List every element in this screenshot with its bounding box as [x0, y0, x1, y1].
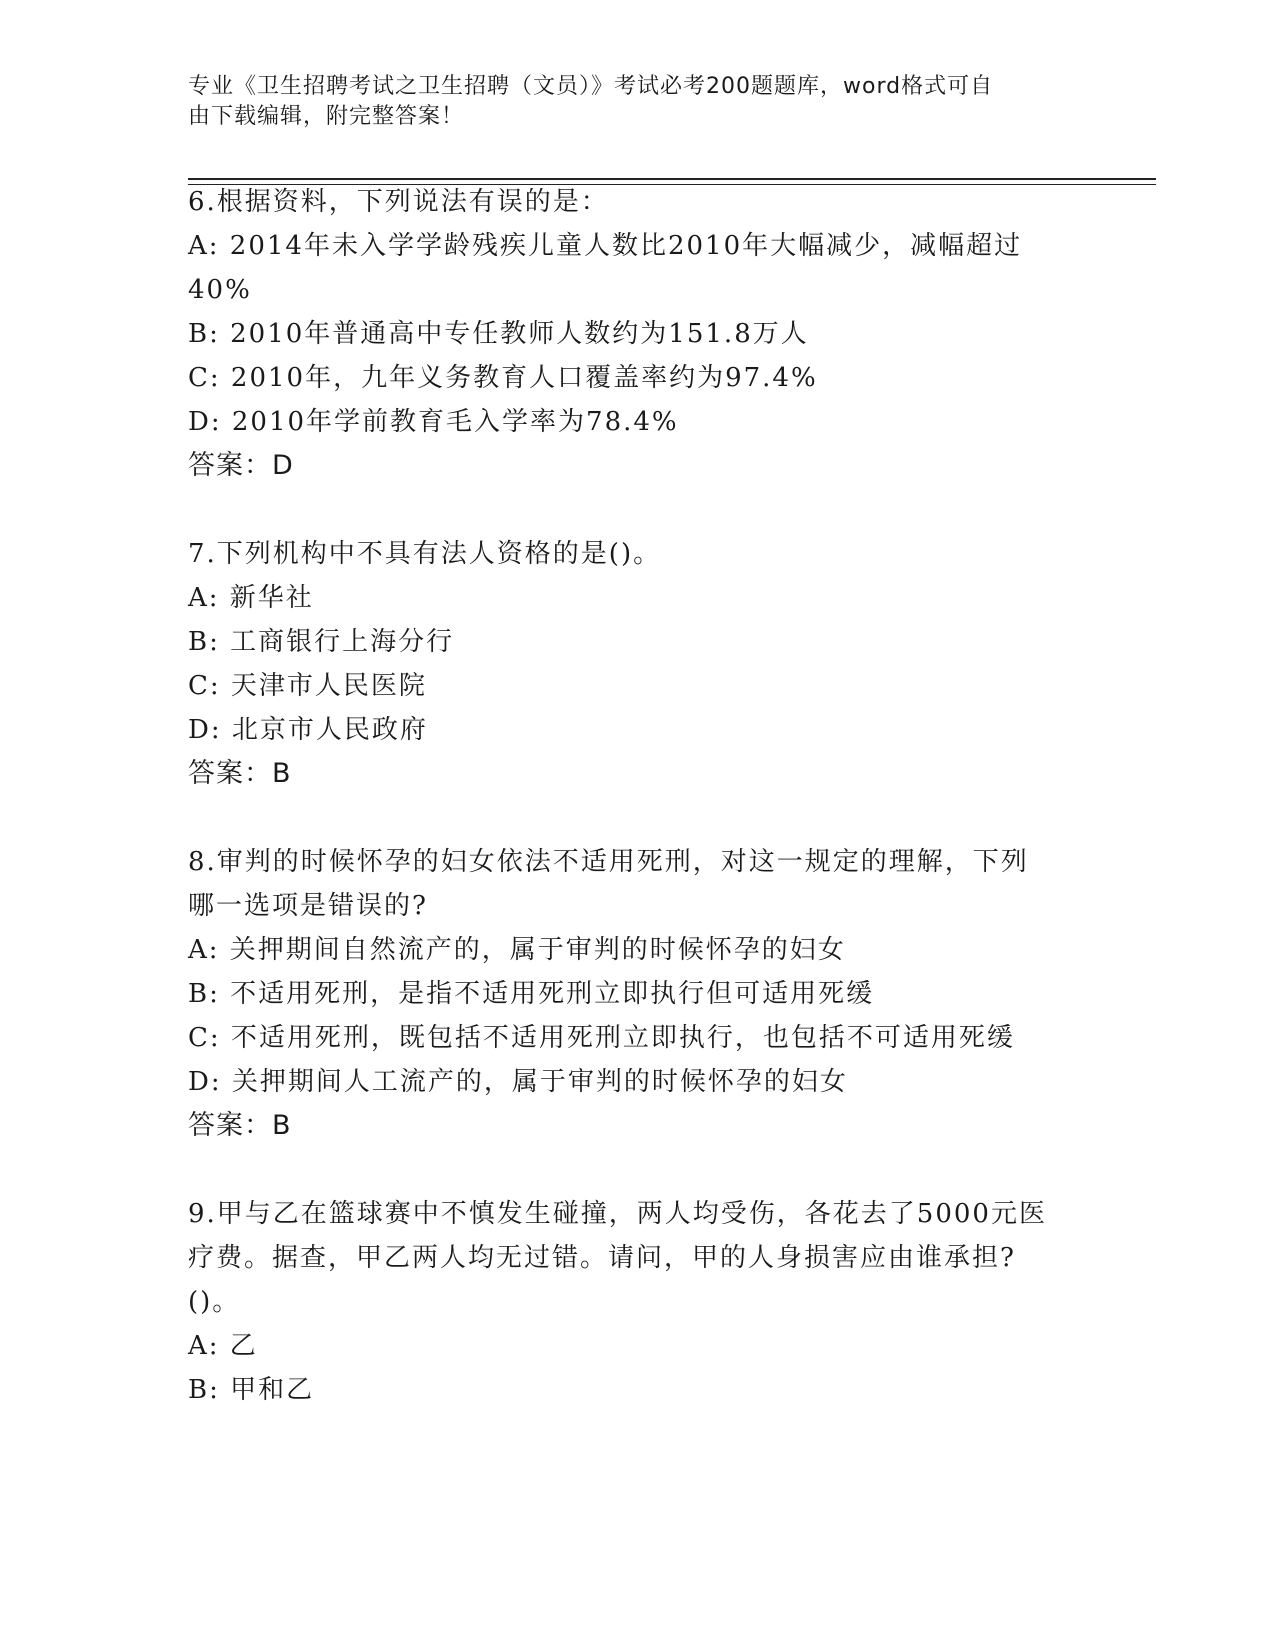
question-8-stem-cont: 哪一选项是错误的? — [188, 891, 428, 921]
question-7-answer: 答案：B — [188, 758, 292, 789]
question-6-stem: 6.根据资料，下列说法有误的是： — [188, 187, 609, 217]
question-7-option-a: A: 新华社 — [188, 583, 314, 613]
question-7-stem: 7.下列机构中不具有法人资格的是()。 — [188, 539, 662, 569]
header-line-1: 专业《卫生招聘考试之卫生招聘（文员）》考试必考200题题库，word格式可自 — [188, 74, 994, 99]
question-6-option-b: B: 2010年普通高中专任教师人数约为151.8万人 — [188, 319, 809, 349]
question-8-option-b: B: 不适用死刑，是指不适用死刑立即执行但可适用死缓 — [188, 979, 875, 1009]
question-6-option-c: C: 2010年，九年义务教育人口覆盖率约为97.4% — [188, 363, 818, 393]
question-9-stem: 9.甲与乙在篮球赛中不慎发生碰撞，两人均受伤，各花去了5000元医 — [188, 1199, 1047, 1229]
question-8-stem: 8.审判的时候怀孕的妇女依法不适用死刑，对这一规定的理解，下列 — [188, 847, 1029, 877]
document-header — [188, 72, 1088, 132]
header-divider-thick — [188, 178, 1156, 180]
question-8-option-d: D: 关押期间人工流产的，属于审判的时候怀孕的妇女 — [188, 1067, 848, 1097]
question-7-option-b: B: 工商银行上海分行 — [188, 627, 455, 657]
question-8-option-a: A: 关押期间自然流产的，属于审判的时候怀孕的妇女 — [188, 935, 846, 965]
question-6-option-a: A: 2014年未入学学龄残疾儿童人数比2010年大幅减少，减幅超过 — [188, 231, 1023, 261]
question-6-answer: 答案：D — [188, 450, 294, 481]
question-9-option-a: A: 乙 — [188, 1331, 258, 1361]
question-9-stem-cont: 疗费。据查，甲乙两人均无过错。请问，甲的人身损害应由谁承担? — [188, 1243, 1016, 1273]
question-7-option-c: C: 天津市人民医院 — [188, 671, 427, 701]
header-line-2: 由下载编辑，附完整答案！ — [188, 104, 465, 129]
question-9-option-b: B: 甲和乙 — [188, 1375, 315, 1405]
question-8-answer: 答案：B — [188, 1110, 292, 1141]
question-7-option-d: D: 北京市人民政府 — [188, 715, 428, 745]
question-8-option-c: C: 不适用死刑，既包括不适用死刑立即执行，也包括不可适用死缓 — [188, 1023, 1015, 1053]
question-9-stem-cont-2: ()。 — [188, 1287, 241, 1317]
question-6-option-d: D: 2010年学前教育毛入学率为78.4% — [188, 407, 679, 437]
question-6-option-a-cont: 40% — [188, 275, 252, 305]
